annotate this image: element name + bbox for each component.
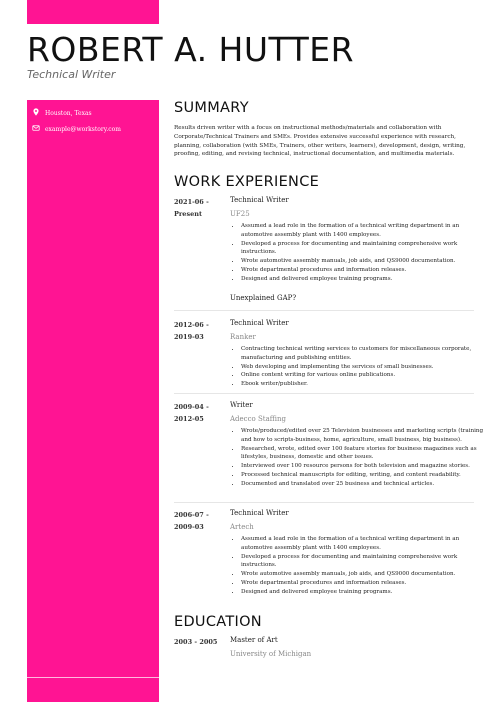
summary-text: Results driven writer with a focus on instructional methods/materials and collaboration with Corporate/Technical Trainers and SMEs. Provides extensive successful experience with research, planning, collaboration (with SMEs, Trainers, other writers, learners), development, design, writing, proofing, editing, and revising technical, instructional documentation, and multimedia materials.	[174, 125, 466, 158]
job-bullet: • Web developing and implementing the services of small businesses.	[241, 363, 489, 372]
job-bullet: • Processed technical manuscripts for editing, writing, and content readability.	[241, 471, 489, 480]
job-bullet: • Developed a process for documenting and maintaining comprehensive work instructions.	[241, 553, 489, 571]
job-bullet: • Interviewed over 100 resource persons for both television and magazine stories.	[241, 462, 489, 471]
job-bullet: • Wrote automotive assembly manuals, job aids, and QS9000 documentation.	[241, 570, 489, 579]
job-bullet: • Ebook writer/publisher.	[241, 380, 489, 389]
job-date: 2006-07 - 2009-03	[174, 511, 209, 531]
work-experience-heading: WORK EXPERIENCE	[174, 174, 320, 190]
job-bullet: • Online content writing for various online publications.	[241, 371, 489, 380]
job-bullets	[230, 345, 489, 389]
job-company: Ranker	[230, 333, 256, 341]
job-bullet: • Wrote/produced/edited over 25 Television businesses and marketing scripts (training and how to scripts-business, home, agriculture, small business, big business).	[241, 427, 489, 445]
education-date: 2003 - 2005	[174, 638, 218, 646]
location-text: Houston, Texas	[45, 109, 92, 117]
job-bullet: • Designed and delivered employee training programs.	[241, 275, 489, 284]
job-role: Technical Writer	[230, 509, 289, 517]
job-bullet: • Developed a process for documenting and maintaining comprehensive work instructions.	[241, 240, 489, 258]
job-bullet: • Researched, wrote, edited over 100 feature stories for business magazines such as lifestyles, business, domestic and other issues.	[241, 445, 489, 463]
job-bullet: • Wrote automotive assembly manuals, job aids, and QS9000 documentation.	[241, 257, 489, 266]
email-icon	[32, 124, 40, 134]
location-pin-icon	[32, 108, 40, 118]
job-date: 2009-04 - 2012-05	[174, 403, 209, 423]
job-bullet: • Documented and translated over 25 business and technical articles.	[241, 480, 489, 489]
job-bullets	[230, 427, 489, 489]
sidebar	[27, 100, 159, 702]
job-date: 2021-06 - Present	[174, 198, 209, 218]
candidate-name: ROBERT A. HUTTER	[27, 30, 355, 69]
email-text[interactable]: example@workstory.com	[45, 125, 121, 133]
job-bullet: • Wrote departmental procedures and information releases.	[241, 579, 489, 588]
sidebar-divider	[27, 677, 159, 678]
education-school: University of Michigan	[230, 650, 312, 658]
section-divider	[174, 502, 474, 503]
job-date: 2012-06 - 2019-03	[174, 321, 209, 341]
job-bullet: • Wrote departmental procedures and information releases.	[241, 266, 489, 275]
job-company: UF25	[230, 210, 250, 218]
job-role: Technical Writer	[230, 319, 289, 327]
section-divider	[174, 310, 474, 311]
job-bullets	[230, 222, 489, 284]
education-degree: Master of Art	[230, 636, 278, 644]
section-divider	[174, 393, 474, 394]
job-bullet: • Designed and delivered employee training programs.	[241, 588, 489, 597]
gap-note: Unexplained GAP?	[230, 294, 297, 302]
contact-location	[32, 108, 92, 118]
candidate-job-title: Technical Writer	[27, 68, 116, 81]
contact-email[interactable]	[32, 124, 121, 134]
job-bullet: • Assumed a lead role in the formation of a technical writing department in an automotive assembly plant with 1400 employees.	[241, 535, 489, 553]
job-company: Adecco Staffing	[230, 415, 286, 423]
education-heading: EDUCATION	[174, 614, 262, 630]
job-bullets	[230, 535, 489, 597]
job-role: Writer	[230, 401, 253, 409]
top-accent-bar	[27, 0, 159, 24]
job-role: Technical Writer	[230, 196, 289, 204]
job-bullet: • Contracting technical writing services to customers for miscellaneous corporate, manufacturing and publishing entities.	[241, 345, 489, 363]
summary-heading: SUMMARY	[174, 100, 249, 116]
job-bullet: • Assumed a lead role in the formation of a technical writing department in an automotive assembly plant with 1400 employees.	[241, 222, 489, 240]
job-company: Artech	[230, 523, 254, 531]
